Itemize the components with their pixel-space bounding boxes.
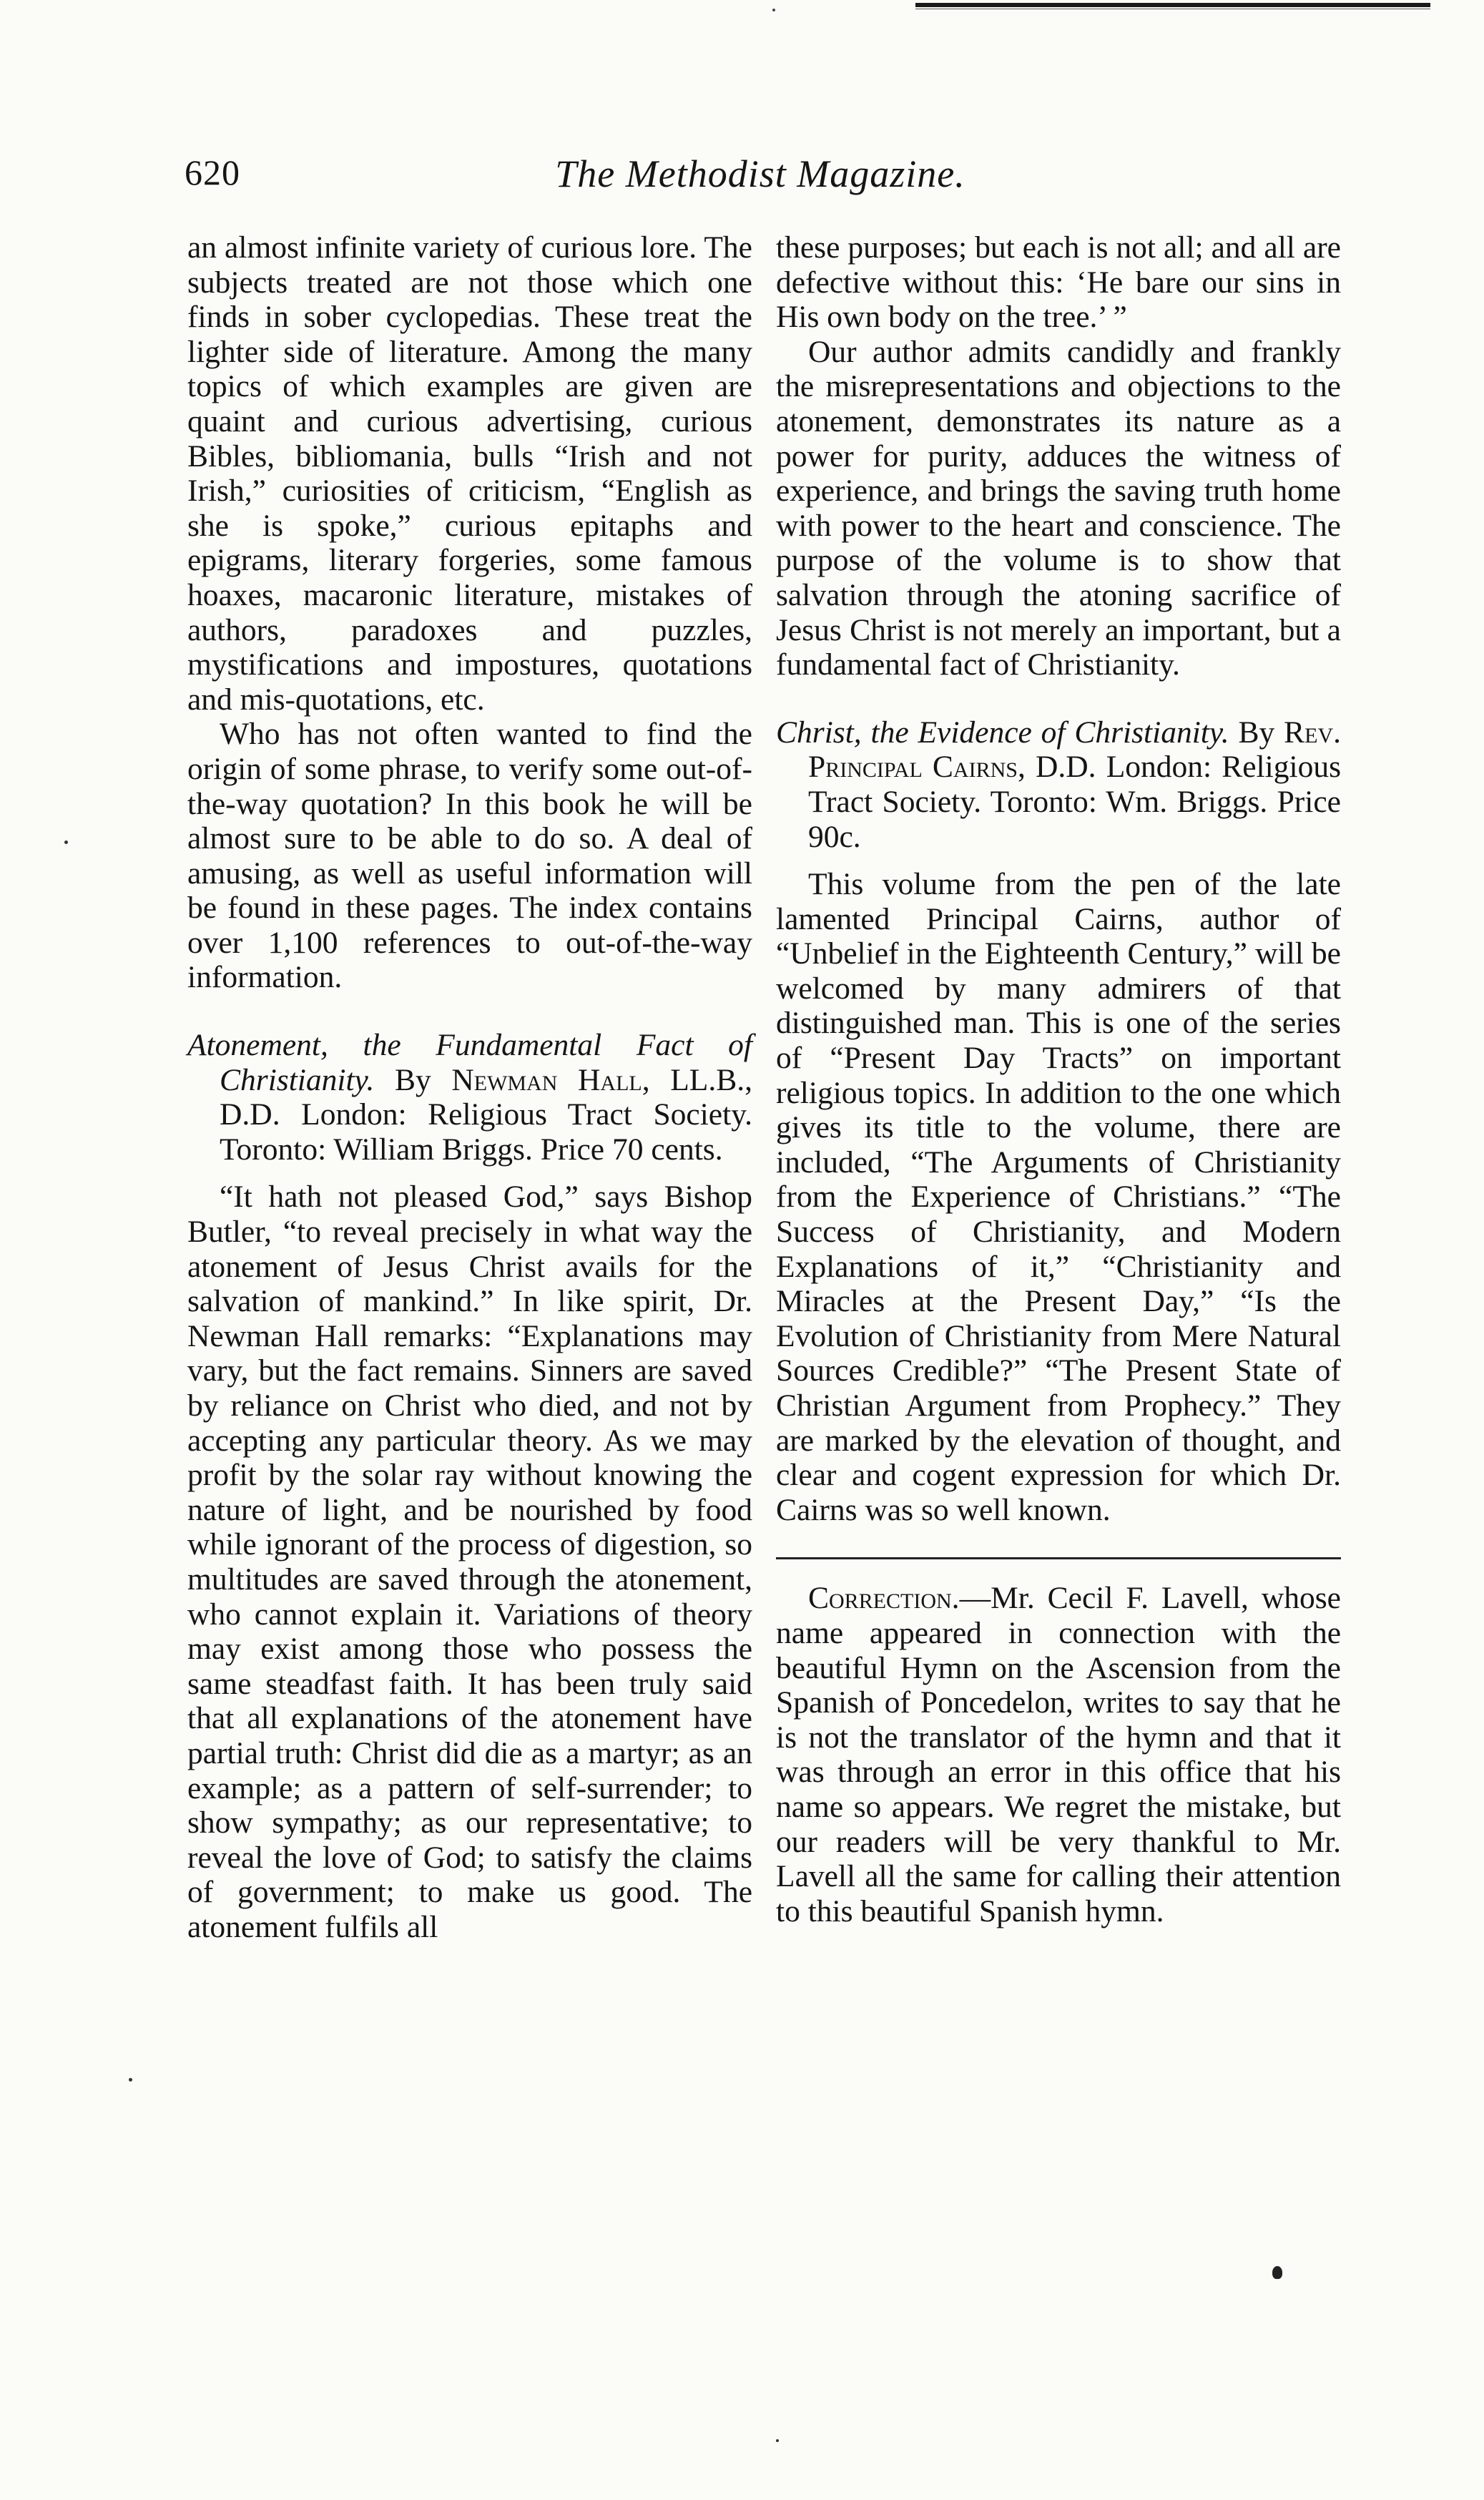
end-ornament xyxy=(1272,2266,1282,2279)
book-publication-details: , D.D. London: Religious Tract Society. Toronto: Wm. Briggs. Price 90c. xyxy=(808,750,1341,854)
paragraph: an almost infinite variety of curious lore. The subjects treated are not those which one finds in sober cyclopedias. These treat the lighter side of literature. Among the many topics of which examples are given are quaint and curious advertising, curious Bibles, bibliomania, bulls “Irish and not Irish,” curiosities of criticism, “English as she is spoke,” curious epitaphs and epigrams, literary forgeries, some famous hoaxes, macaronic literature, mistakes of authors, paradoxes and puzzles, mystifications and impostures, quotations and mis-quotations, etc. xyxy=(187,230,752,717)
paragraph: Who has not often wanted to find the origin of some phrase, to verify some out-of-the-way quotation? In this book he will be almost sure to be able to do so. A deal of amusing, as well as useful information will be found in these pages. The index contains over 1,100 references to out-of-the-way information. xyxy=(187,717,752,995)
print-speck xyxy=(772,9,775,11)
correction-label: Correction. xyxy=(808,1581,960,1616)
book-author: Rev. Principal Cairns xyxy=(808,715,1341,785)
margin-speck xyxy=(129,2078,132,2082)
right-column xyxy=(776,230,1341,1928)
top-border-rule xyxy=(915,3,1430,7)
by-label: By xyxy=(1238,715,1275,750)
left-column xyxy=(187,230,752,1945)
page-number: 620 xyxy=(185,152,240,192)
margin-speck xyxy=(64,840,68,844)
book-title: Atonement, the Fundamental Fact of Christianity. xyxy=(187,1028,752,1097)
continued-paragraph: these purposes; but each is not all; and all are defective without this: ‘He bare our sins in His own body on the tree.’ ” xyxy=(776,230,1341,335)
review-heading xyxy=(187,1028,752,1167)
by-label: By xyxy=(394,1062,431,1097)
print-speck xyxy=(776,2439,779,2442)
paragraph: Our author admits candidly and frankly the misrepresentations and objections to the atonement, demonstrates its nature as a power for purity, adduces the witness of experience, and brings the saving truth home with power to the heart and conscience. The purpose of the volume is to show that salvation through the atoning sacrifice of Jesus Christ is not merely an important, but a fundamental fact of Christianity. xyxy=(776,334,1341,682)
review-paragraph: “It hath not pleased God,” says Bishop Butler, “to reveal precisely in what way the atonement of Jesus Christ avails for the salvation of mankind.” In like spirit, Dr. Newman Hall remarks: “Explanations may vary, but the fact remains. Sinners are saved by reliance on Christ who died, and not by accepting any particular theory. As we may profit by the solar ray without knowing the nature of light, and be nourished by food while ignorant of the process of digestion, so multitudes are saved through the atonement, who cannot explain it. Variations of theory may exist among those who possess the same steadfast faith. It has been truly said that all explanations of the atonement have partial truth: Christ did die as a martyr; as an example; as a pattern of self-surrender; to show sympathy; as our representative; to reveal the love of God; to satisfy the claims of government; to make us good. The atonement fulfils all xyxy=(187,1180,752,1944)
review-heading xyxy=(776,715,1341,854)
book-author: Newman Hall xyxy=(451,1062,642,1097)
correction-notice xyxy=(776,1581,1341,1928)
review-paragraph: This volume from the pen of the late lamented Principal Cairns, author of “Unbelief in the Eighteenth Century,” will be welcomed by many admirers of that distinguished man. This is one of the series of “Present Day Tracts” on important religious topics. In addition to the one which gives its title to the volume, there are included, “The Arguments of Christianity from the Experience of Christians.” “The Success of Christianity, and Modern Explanations of it,” “Christianity and Miracles at the Present Day,” “Is the Evolution of Christianity from Mere Natural Sources Credible?” “The Present State of Christian Argument from Prophecy.” They are marked by the elevation of thought, and clear and cogent expression for which Dr. Cairns was so well known. xyxy=(776,867,1341,1527)
running-head xyxy=(185,152,1336,202)
section-divider xyxy=(776,1557,1341,1559)
correction-text: —Mr. Cecil F. Lavell, whose name appeared in connection with the beautiful Hymn on the Ascension from the Spanish of Poncedelon, writes to say that he is not the translator of the hymn and that it was through an error in this office that his name so appears. We regret the mistake, but our readers will be very thankful to Mr. Lavell all the same for calling their attention to this beautiful Spanish hymn. xyxy=(776,1581,1341,1928)
book-publication-details: , LL.B., D.D. London: Religious Tract Society. Toronto: William Briggs. Price 70 cents. xyxy=(220,1062,752,1167)
book-title: Christ, the Evidence of Christianity. xyxy=(776,715,1229,750)
running-title: The Methodist Magazine. xyxy=(555,152,965,195)
